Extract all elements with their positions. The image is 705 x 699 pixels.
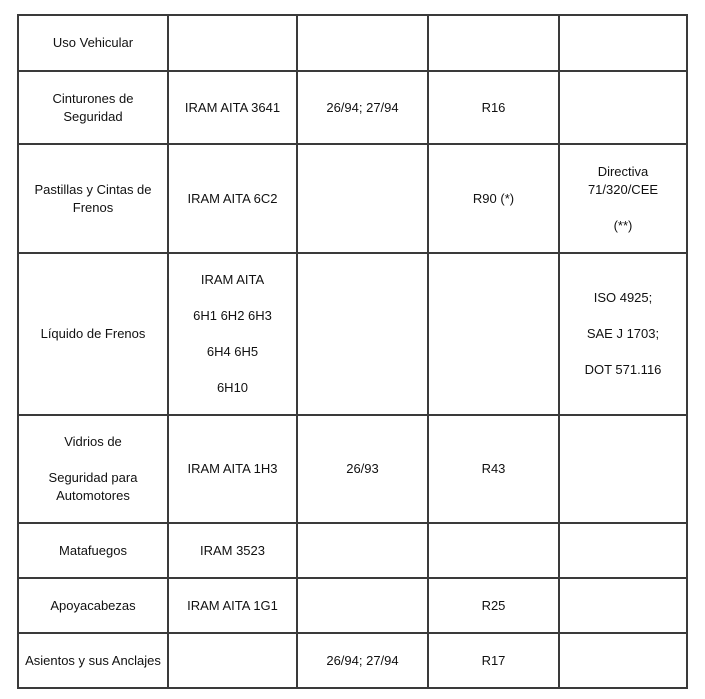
cell-text: Automotores — [56, 488, 130, 503]
cell-text: Cinturones de — [52, 90, 134, 106]
cell-text: Seguridad — [63, 108, 123, 124]
cell-text: R17 — [481, 652, 506, 668]
table-row — [18, 578, 687, 633]
cell-regulation — [428, 15, 559, 71]
cell-text: DOT 571.116 — [584, 362, 662, 377]
cell-resolution — [297, 523, 428, 578]
cell-other-standard — [559, 253, 687, 415]
cell-iram — [168, 523, 297, 578]
cell-other-standard — [559, 633, 687, 688]
cell-resolution — [297, 253, 428, 415]
cell-regulation — [428, 523, 559, 578]
cell-regulation — [428, 415, 559, 523]
cell-text: Uso Vehicular — [52, 35, 134, 50]
regulations-table — [17, 14, 688, 689]
cell-text: 6H1 6H2 6H3 — [193, 308, 272, 323]
cell-iram — [168, 578, 297, 633]
cell-text: 71/320/CEE — [587, 181, 659, 197]
cell-text: 26/93 — [346, 461, 379, 476]
cell-iram — [168, 415, 297, 523]
cell-iram — [168, 633, 297, 688]
cell-text: IRAM 3523 — [199, 542, 266, 558]
cell-text: Matafuegos — [59, 542, 127, 558]
table-row — [18, 523, 687, 578]
cell-other-standard — [559, 71, 687, 144]
cell-text: Líquido de Frenos — [40, 326, 146, 341]
cell-resolution — [297, 144, 428, 253]
cell-regulation — [428, 144, 559, 253]
cell-regulation — [428, 253, 559, 415]
cell-text: 6H4 6H5 — [206, 344, 259, 359]
cell-iram — [168, 71, 297, 144]
cell-item — [18, 415, 168, 523]
cell-item — [18, 15, 168, 71]
table-row — [18, 15, 687, 71]
cell-resolution — [297, 633, 428, 688]
cell-other-standard — [559, 523, 687, 578]
cell-other-standard — [559, 578, 687, 633]
cell-text: IRAM AITA 1H3 — [187, 461, 278, 476]
cell-text: Pastillas y Cintas de — [34, 181, 152, 197]
cell-text: Frenos — [72, 199, 114, 215]
cell-text: R25 — [481, 597, 506, 613]
cell-text: ISO 4925; — [593, 290, 653, 305]
cell-text: (**) — [613, 217, 633, 233]
cell-resolution — [297, 415, 428, 523]
cell-item — [18, 578, 168, 633]
table-row — [18, 253, 687, 415]
cell-text: IRAM AITA — [200, 272, 265, 287]
cell-resolution — [297, 15, 428, 71]
cell-text: R43 — [481, 461, 506, 476]
cell-text: R90 (*) — [472, 190, 515, 206]
cell-text: Seguridad para — [48, 470, 138, 485]
cell-iram — [168, 253, 297, 415]
cell-text: Asientos y sus Anclajes — [25, 652, 161, 668]
cell-iram — [168, 15, 297, 71]
cell-text: 26/94; 27/94 — [326, 652, 399, 668]
cell-resolution — [297, 578, 428, 633]
cell-text: IRAM AITA 3641 — [184, 99, 281, 115]
table-row — [18, 71, 687, 144]
cell-text: R16 — [481, 99, 506, 115]
cell-regulation — [428, 71, 559, 144]
cell-other-standard — [559, 144, 687, 253]
cell-item — [18, 253, 168, 415]
cell-item — [18, 633, 168, 688]
table-row — [18, 144, 687, 253]
cell-resolution — [297, 71, 428, 144]
cell-regulation — [428, 578, 559, 633]
table-row — [18, 633, 687, 688]
cell-text: 6H10 — [216, 380, 249, 395]
cell-regulation — [428, 633, 559, 688]
cell-other-standard — [559, 15, 687, 71]
table-row — [18, 415, 687, 523]
cell-iram — [168, 144, 297, 253]
cell-text: SAE J 1703; — [586, 326, 660, 341]
cell-text: 26/94; 27/94 — [326, 99, 399, 115]
cell-item — [18, 523, 168, 578]
cell-text: Vidrios de — [64, 434, 122, 449]
cell-text: Apoyacabezas — [50, 597, 136, 613]
cell-item — [18, 71, 168, 144]
cell-item — [18, 144, 168, 253]
cell-text: IRAM AITA 1G1 — [187, 597, 278, 613]
cell-text: Directiva — [597, 163, 649, 179]
cell-other-standard — [559, 415, 687, 523]
cell-text: IRAM AITA 6C2 — [187, 190, 278, 206]
